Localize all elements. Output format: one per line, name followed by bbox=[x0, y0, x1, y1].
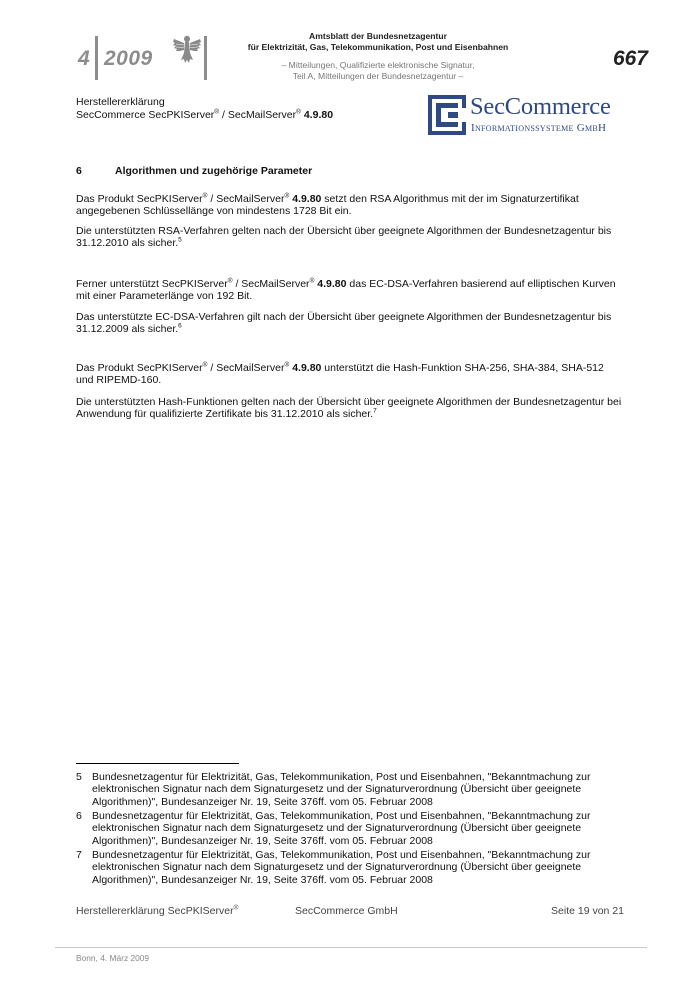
page-number: 667 bbox=[612, 47, 648, 70]
footnote-number: 7 bbox=[76, 849, 82, 861]
document-header bbox=[76, 96, 333, 122]
registered-mark: ® bbox=[309, 277, 315, 285]
footnote-reference: 5 bbox=[178, 236, 182, 244]
registered-mark: ® bbox=[214, 108, 220, 116]
issue-year: 2009 bbox=[104, 47, 153, 70]
footnote-number: 5 bbox=[76, 771, 82, 783]
footnote-reference: 7 bbox=[373, 407, 377, 415]
registered-mark: ® bbox=[202, 361, 208, 369]
paragraph-ecdsa bbox=[76, 278, 624, 303]
footnote-number: 6 bbox=[76, 810, 82, 822]
issue-divider bbox=[95, 36, 98, 80]
paragraph-text: / SecMailServer bbox=[232, 278, 310, 290]
federal-eagle-icon bbox=[172, 33, 202, 65]
registered-mark: ® bbox=[284, 192, 290, 200]
logo-name: SecCommerce bbox=[470, 93, 611, 120]
paragraph-text: Die unterstützten RSA-Verfahren gelten nach der Übersicht über geeignete Algorithmen der Bundesnetzagentur bis 31.12.2010 als sicher. bbox=[76, 225, 612, 250]
paragraph-text: unterstützt die Hash-Funktion SHA-256, SHA-384, SHA-512 und RIPEMD-160. bbox=[76, 362, 604, 387]
product-version: 4.9.80 bbox=[292, 193, 322, 205]
registered-mark: ® bbox=[202, 192, 208, 200]
masthead-subtitle bbox=[228, 60, 528, 82]
paragraph-text: / SecMailServer bbox=[207, 193, 285, 205]
product-name: SecCommerce SecPKIServer bbox=[76, 109, 215, 121]
paragraph-rsa-key-length bbox=[76, 193, 624, 218]
footnote-separator bbox=[76, 763, 239, 764]
footnote-text: Bundesnetzagentur für Elektrizität, Gas, Telekommunikation, Post und Eisenbahnen, "Bekanntmachung zur elektronischen Signatur nach dem Signaturgesetz und der Signaturverordnung (Übersicht über geeignete Algorithmen)", Bundesanzeiger Nr. 19, Seite 376ff. vom 05. Februar 2008 bbox=[92, 810, 591, 847]
document-header-line2 bbox=[76, 109, 333, 122]
section-title: Algorithmen und zugehörige Parameter bbox=[115, 165, 313, 177]
registered-mark: ® bbox=[227, 277, 233, 285]
logo-tagline: Informationssysteme GmbH bbox=[471, 122, 607, 134]
logo-mark-icon bbox=[428, 95, 466, 135]
seccommerce-logo bbox=[428, 94, 622, 136]
masthead-subtitle-line1: – Mitteilungen, Qualifizierte elektronische Signatur, bbox=[281, 60, 475, 70]
footnote-5 bbox=[76, 771, 624, 809]
paragraph-text: Die unterstützten Hash-Funktionen gelten nach der Übersicht über geeignete Algorithmen der Bundesnetzagentur bei Anwendung für qualifizierte Zertifikate bis 31.12.2010 als sicher. bbox=[76, 396, 622, 421]
masthead-title bbox=[228, 31, 528, 53]
paragraph-rsa-validity bbox=[76, 225, 624, 250]
product-version: 4.9.80 bbox=[317, 278, 347, 290]
footnote-text: Bundesnetzagentur für Elektrizität, Gas, Telekommunikation, Post und Eisenbahnen, "Bekanntmachung zur elektronischen Signatur nach dem Signaturgesetz und der Signaturverordnung (Übersicht über geeignete Algorithmen)", Bundesanzeiger Nr. 19, Seite 376ff. vom 05. Februar 2008 bbox=[92, 771, 591, 808]
footer-left bbox=[76, 905, 238, 917]
paragraph-text: Das Produkt SecPKIServer bbox=[76, 362, 203, 374]
footer-company: SecCommerce GmbH bbox=[295, 905, 398, 917]
paragraph-text: das EC-DSA-Verfahren basierend auf elliptischen Kurven mit einer Parameterlänge von 192 Bit. bbox=[76, 278, 616, 303]
registered-mark: ® bbox=[284, 361, 290, 369]
paragraph-text: Ferner unterstützt SecPKIServer bbox=[76, 278, 228, 290]
footnote-reference: 6 bbox=[178, 322, 182, 330]
registered-mark: ® bbox=[233, 904, 239, 912]
section-number: 6 bbox=[76, 165, 82, 177]
paragraph-text: / SecMailServer bbox=[207, 362, 285, 374]
paragraph-text: Das Produkt SecPKIServer bbox=[76, 193, 203, 205]
paragraph-text: setzt den RSA Algorithmus mit der im Signaturzertifikat angegebenen Schlüssellänge von mindestens 1728 Bit ein. bbox=[76, 193, 579, 218]
bottom-divider bbox=[55, 947, 647, 948]
footnote-6 bbox=[76, 810, 624, 848]
paragraph-hash-functions bbox=[76, 362, 624, 387]
product-separator: / SecMailServer bbox=[219, 109, 297, 121]
paragraph-ecdsa-validity bbox=[76, 311, 624, 336]
footer-document-name: Herstellererklärung SecPKIServer bbox=[76, 905, 234, 917]
footnote-text: Bundesnetzagentur für Elektrizität, Gas, Telekommunikation, Post und Eisenbahnen, "Bekanntmachung zur elektronischen Signatur nach dem Signaturgesetz und der Signaturverordnung (Übersicht über geeignete Algorithmen)", Bundesanzeiger Nr. 19, Seite 376ff. vom 05. Februar 2008 bbox=[92, 849, 591, 886]
paragraph-text: Das unterstützte EC-DSA-Verfahren gilt nach der Übersicht über geeignete Algorithmen der Bundesnetzagentur bis 31.12.2009 als sicher. bbox=[76, 311, 612, 336]
registered-mark: ® bbox=[296, 108, 301, 116]
paragraph-hash-validity bbox=[76, 396, 624, 421]
issue-number: 4 bbox=[78, 47, 91, 70]
product-version: 4.9.80 bbox=[303, 109, 334, 121]
footer-page-count: Seite 19 von 21 bbox=[551, 905, 624, 917]
masthead-title-line1: Amtsblatt der Bundesnetzagentur bbox=[309, 31, 447, 41]
document-header-line1: Herstellererklärung bbox=[76, 96, 165, 108]
product-version: 4.9.80 bbox=[292, 362, 322, 374]
dateline: Bonn, 4. März 2009 bbox=[76, 953, 150, 963]
section-heading bbox=[76, 165, 312, 177]
masthead-title-line2: für Elektrizität, Gas, Telekommunikation, Post und Eisenbahnen bbox=[247, 42, 509, 52]
masthead-divider bbox=[204, 36, 207, 80]
footnote-7 bbox=[76, 849, 624, 887]
masthead-subtitle-line2: Teil A, Mitteilungen der Bundesnetzagentur – bbox=[292, 71, 464, 81]
